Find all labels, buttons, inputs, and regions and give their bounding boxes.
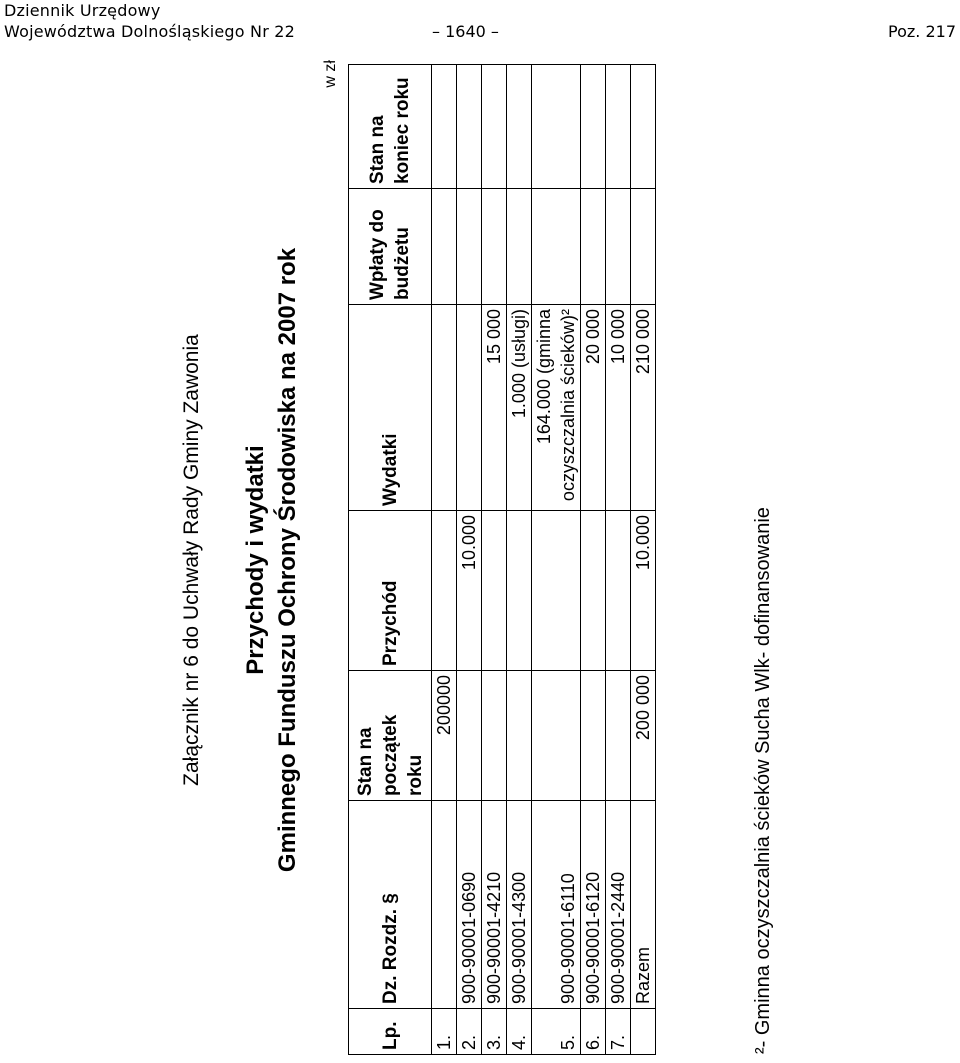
document-title: Przychody i wydatki xyxy=(242,445,269,675)
header-start: Stan na początek roku xyxy=(349,671,432,801)
cell-section xyxy=(432,801,457,1009)
cell-end xyxy=(581,65,606,189)
table-row xyxy=(532,65,581,1055)
document-subtitle: Gminnego Funduszu Ochrony Środowiska na 2007 rok xyxy=(274,247,301,873)
page-number: – 1640 – xyxy=(432,22,499,41)
cell-lp: 4. xyxy=(507,1009,532,1055)
cell-expenses: 210 000 xyxy=(631,305,656,511)
cell-income: 10.000 xyxy=(457,511,482,671)
table-row xyxy=(432,65,457,1055)
cell-income: 10.000 xyxy=(631,511,656,671)
cell-payments xyxy=(507,189,532,305)
cell-end xyxy=(606,65,631,189)
cell-lp: 6. xyxy=(581,1009,606,1055)
cell-expenses xyxy=(457,305,482,511)
cell-section: 900-90001-4300 xyxy=(507,801,532,1009)
cell-lp: 3. xyxy=(482,1009,507,1055)
table-row xyxy=(507,65,532,1055)
cell-income xyxy=(581,511,606,671)
cell-payments xyxy=(482,189,507,305)
header-expenses: Wydatki xyxy=(349,305,432,511)
cell-payments xyxy=(581,189,606,305)
header-lp: Lp. xyxy=(349,1009,432,1055)
cell-lp: 5. xyxy=(532,1009,581,1055)
cell-payments xyxy=(457,189,482,305)
cell-end xyxy=(507,65,532,189)
rotated-page-content xyxy=(170,60,790,1060)
cell-start xyxy=(581,671,606,801)
cell-income xyxy=(432,511,457,671)
cell-start: 200000 xyxy=(432,671,457,801)
cell-section: 900-90001-6120 xyxy=(581,801,606,1009)
journal-title: Dziennik Urzędowy xyxy=(4,1,161,20)
cell-start xyxy=(532,671,581,801)
cell-payments xyxy=(606,189,631,305)
table-row xyxy=(581,65,606,1055)
journal-header xyxy=(4,0,295,42)
header-payments: Wpłaty do budżetu xyxy=(349,189,432,305)
cell-lp xyxy=(631,1009,656,1055)
cell-expenses: 15 000 xyxy=(482,305,507,511)
header-income: Przychód xyxy=(349,511,432,671)
cell-start xyxy=(507,671,532,801)
currency-unit: w zł xyxy=(322,60,339,88)
cell-end xyxy=(631,65,656,189)
cell-income xyxy=(507,511,532,671)
cell-income xyxy=(532,511,581,671)
table-row xyxy=(482,65,507,1055)
cell-lp: 1. xyxy=(432,1009,457,1055)
total-row xyxy=(631,65,656,1055)
cell-start xyxy=(482,671,507,801)
cell-section: 900-90001-0690 xyxy=(457,801,482,1009)
attachment-caption: Załącznik nr 6 do Uchwały Rady Gminy Zawonia xyxy=(180,334,203,786)
cell-end xyxy=(457,65,482,189)
cell-income xyxy=(606,511,631,671)
cell-section: 900-90001-4210 xyxy=(482,801,507,1009)
cell-lp: 2. xyxy=(457,1009,482,1055)
cell-expenses xyxy=(432,305,457,511)
fund-table xyxy=(348,64,656,1055)
footnote: ²- Gminna oczyszczalnia ścieków Sucha Wlk- dofinansowanie xyxy=(752,507,774,1054)
cell-payments xyxy=(532,189,581,305)
cell-lp: 7. xyxy=(606,1009,631,1055)
position-number: Poz. 217 xyxy=(888,22,956,41)
table-row xyxy=(606,65,631,1055)
header-end: Stan na koniec roku xyxy=(349,65,432,189)
cell-section: 900-90001-2440 xyxy=(606,801,631,1009)
cell-start: 200 000 xyxy=(631,671,656,801)
cell-payments xyxy=(631,189,656,305)
table-row xyxy=(457,65,482,1055)
cell-income xyxy=(482,511,507,671)
journal-issue: Województwa Dolnośląskiego Nr 22 xyxy=(4,22,296,41)
cell-start xyxy=(457,671,482,801)
cell-section: Razem xyxy=(631,801,656,1009)
header-section: Dz. Rozdz. § xyxy=(349,801,432,1009)
cell-end xyxy=(432,65,457,189)
cell-expenses: 164.000 (gminna oczyszczalnia ścieków)² xyxy=(532,305,581,511)
cell-end xyxy=(532,65,581,189)
cell-expenses: 20 000 xyxy=(581,305,606,511)
table-header-row xyxy=(349,65,432,1055)
cell-start xyxy=(606,671,631,801)
cell-payments xyxy=(432,189,457,305)
cell-expenses: 10 000 xyxy=(606,305,631,511)
cell-end xyxy=(482,65,507,189)
cell-expenses: 1.000 (usługi) xyxy=(507,305,532,511)
cell-section: 900-90001-6110 xyxy=(532,801,581,1009)
